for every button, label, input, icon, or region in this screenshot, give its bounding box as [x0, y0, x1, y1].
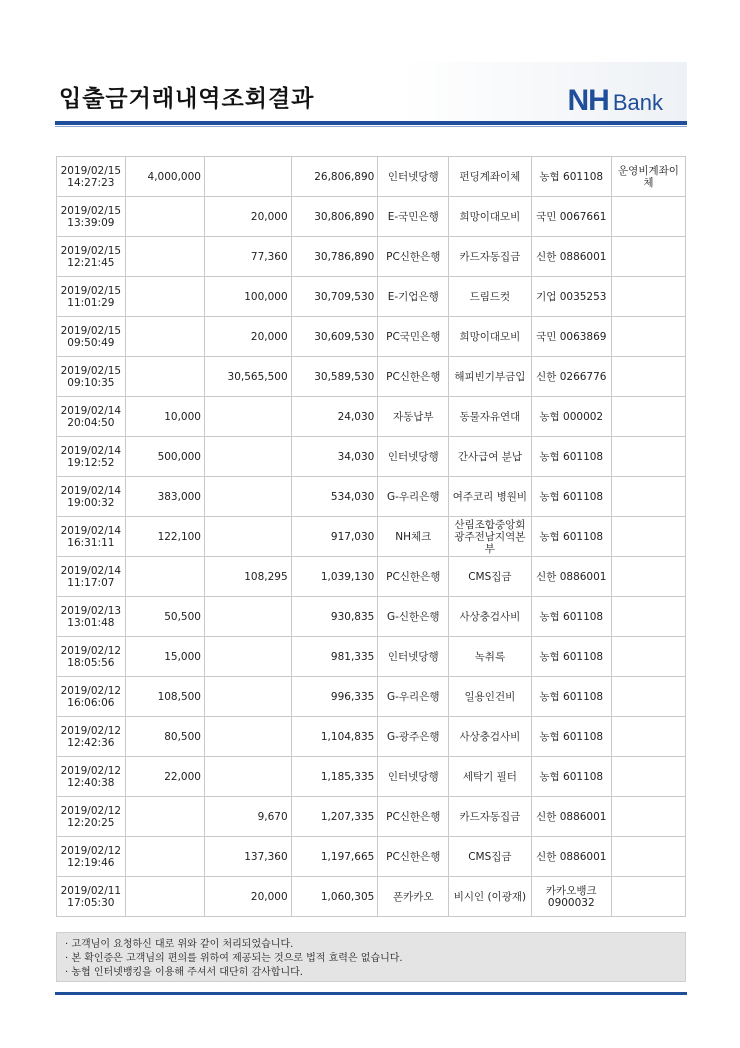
account-cell: 카카오뱅크 0900032 [531, 877, 611, 917]
transaction-date: 2019/02/12 [60, 724, 122, 737]
memo-cell: 사상충검사비 [449, 717, 531, 757]
deposit-cell: 80,500 [125, 717, 204, 757]
note-cell [611, 837, 685, 877]
transaction-time: 13:01:48 [67, 616, 115, 629]
balance-cell: 1,060,305 [291, 877, 378, 917]
channel-cell: 폰카카오 [378, 877, 449, 917]
table-row [57, 237, 686, 277]
transaction-time: 19:00:32 [67, 496, 115, 509]
date-cell [57, 757, 126, 797]
channel-cell: NH체크 [378, 517, 449, 557]
memo-cell: 펀딩계좌이체 [449, 157, 531, 197]
deposit-cell [125, 877, 204, 917]
memo-cell: CMS집금 [449, 557, 531, 597]
account-cell: 농협 601108 [531, 637, 611, 677]
account-cell: 신한 0886001 [531, 797, 611, 837]
withdrawal-cell [204, 517, 291, 557]
table-row [57, 837, 686, 877]
balance-cell: 917,030 [291, 517, 378, 557]
table-row [57, 797, 686, 837]
header [55, 62, 687, 122]
memo-cell: 희망이대모비 [449, 317, 531, 357]
withdrawal-cell [204, 437, 291, 477]
memo-cell: 간사급여 분납 [449, 437, 531, 477]
note-cell [611, 277, 685, 317]
withdrawal-cell: 9,670 [204, 797, 291, 837]
table-row [57, 277, 686, 317]
channel-cell: PC신한은행 [378, 837, 449, 877]
transaction-date: 2019/02/15 [60, 364, 122, 377]
withdrawal-cell: 137,360 [204, 837, 291, 877]
balance-cell: 996,335 [291, 677, 378, 717]
balance-cell: 534,030 [291, 477, 378, 517]
channel-cell: E-기업은행 [378, 277, 449, 317]
account-cell: 기업 0035253 [531, 277, 611, 317]
memo-cell: CMS집금 [449, 837, 531, 877]
transaction-time: 14:27:23 [67, 176, 115, 189]
date-cell [57, 437, 126, 477]
notice-line: · 농협 인터넷뱅킹을 이용해 주셔서 대단히 감사합니다. [65, 967, 303, 978]
note-cell [611, 637, 685, 677]
note-cell [611, 397, 685, 437]
transaction-date: 2019/02/12 [60, 684, 122, 697]
channel-cell: PC신한은행 [378, 557, 449, 597]
memo-cell: 해피빈기부금입 [449, 357, 531, 397]
withdrawal-cell: 30,565,500 [204, 357, 291, 397]
balance-cell: 930,835 [291, 597, 378, 637]
account-cell: 신한 0886001 [531, 237, 611, 277]
transaction-time: 11:01:29 [67, 296, 115, 309]
channel-cell: 자동납부 [378, 397, 449, 437]
balance-cell: 30,589,530 [291, 357, 378, 397]
transaction-date: 2019/02/14 [60, 564, 122, 577]
withdrawal-cell [204, 397, 291, 437]
date-cell [57, 197, 126, 237]
deposit-cell [125, 837, 204, 877]
channel-cell: PC신한은행 [378, 797, 449, 837]
deposit-cell: 15,000 [125, 637, 204, 677]
withdrawal-cell: 77,360 [204, 237, 291, 277]
transaction-date: 2019/02/14 [60, 484, 122, 497]
account-cell: 신한 0886001 [531, 837, 611, 877]
channel-cell: PC신한은행 [378, 237, 449, 277]
note-cell [611, 237, 685, 277]
balance-cell: 30,806,890 [291, 197, 378, 237]
transaction-date: 2019/02/13 [60, 604, 122, 617]
balance-cell: 1,185,335 [291, 757, 378, 797]
table-row [57, 757, 686, 797]
account-cell: 농협 000002 [531, 397, 611, 437]
memo-cell: 여주코리 병원비 [449, 477, 531, 517]
note-cell [611, 197, 685, 237]
withdrawal-cell: 108,295 [204, 557, 291, 597]
transaction-time: 13:39:09 [67, 216, 115, 229]
transaction-time: 12:42:36 [67, 736, 115, 749]
deposit-cell: 4,000,000 [125, 157, 204, 197]
deposit-cell [125, 797, 204, 837]
withdrawal-cell [204, 677, 291, 717]
table-row [57, 437, 686, 477]
channel-cell: G-우리은행 [378, 477, 449, 517]
date-cell [57, 397, 126, 437]
table-row [57, 557, 686, 597]
note-cell: 운영비계좌이체 [611, 157, 685, 197]
date-cell [57, 597, 126, 637]
account-cell: 농협 601108 [531, 517, 611, 557]
transaction-date: 2019/02/11 [60, 884, 122, 897]
account-cell: 농협 601108 [531, 677, 611, 717]
transaction-date: 2019/02/12 [60, 804, 122, 817]
note-cell [611, 477, 685, 517]
note-cell [611, 877, 685, 917]
date-cell [57, 277, 126, 317]
withdrawal-cell: 20,000 [204, 317, 291, 357]
transaction-time: 12:20:25 [67, 816, 115, 829]
note-cell [611, 597, 685, 637]
account-cell: 농협 601108 [531, 477, 611, 517]
account-cell: 농협 601108 [531, 437, 611, 477]
deposit-cell: 22,000 [125, 757, 204, 797]
transaction-table [56, 156, 686, 917]
transaction-time: 16:06:06 [67, 696, 115, 709]
footer-divider [55, 992, 687, 995]
table-row [57, 477, 686, 517]
date-cell [57, 317, 126, 357]
table-row [57, 597, 686, 637]
table-row [57, 357, 686, 397]
date-cell [57, 157, 126, 197]
date-cell [57, 717, 126, 757]
withdrawal-cell: 100,000 [204, 277, 291, 317]
table-row [57, 637, 686, 677]
deposit-cell [125, 317, 204, 357]
transaction-date: 2019/02/12 [60, 764, 122, 777]
balance-cell: 30,709,530 [291, 277, 378, 317]
date-cell [57, 797, 126, 837]
table-row [57, 157, 686, 197]
memo-cell: 동물자유연대 [449, 397, 531, 437]
date-cell [57, 837, 126, 877]
note-cell [611, 717, 685, 757]
memo-cell: 세탁기 필터 [449, 757, 531, 797]
memo-cell: 사상충검사비 [449, 597, 531, 637]
table-row [57, 397, 686, 437]
date-cell [57, 637, 126, 677]
transaction-time: 18:05:56 [67, 656, 115, 669]
balance-cell: 30,609,530 [291, 317, 378, 357]
notice-line: · 본 확인증은 고객님의 편의를 위하여 제공되는 것으로 법적 효력은 없습니다. [65, 953, 403, 964]
withdrawal-cell [204, 157, 291, 197]
transaction-date: 2019/02/15 [60, 324, 122, 337]
account-cell: 농협 601108 [531, 157, 611, 197]
balance-cell: 1,104,835 [291, 717, 378, 757]
withdrawal-cell: 20,000 [204, 197, 291, 237]
header-divider-thin [55, 126, 687, 127]
page-title: 입출금거래내역조회결과 [59, 86, 315, 112]
transaction-date: 2019/02/15 [60, 284, 122, 297]
transaction-date: 2019/02/12 [60, 844, 122, 857]
note-cell [611, 677, 685, 717]
memo-cell: 희망이대모비 [449, 197, 531, 237]
withdrawal-cell [204, 757, 291, 797]
note-cell [611, 757, 685, 797]
balance-cell: 24,030 [291, 397, 378, 437]
account-cell: 신한 0886001 [531, 557, 611, 597]
account-cell: 농협 601108 [531, 597, 611, 637]
balance-cell: 34,030 [291, 437, 378, 477]
date-cell [57, 677, 126, 717]
date-cell [57, 477, 126, 517]
deposit-cell [125, 557, 204, 597]
channel-cell: 인터넷당행 [378, 637, 449, 677]
transaction-date: 2019/02/15 [60, 164, 122, 177]
account-cell: 농협 601108 [531, 757, 611, 797]
memo-cell: 드림드컷 [449, 277, 531, 317]
balance-cell: 1,207,335 [291, 797, 378, 837]
balance-cell: 981,335 [291, 637, 378, 677]
account-cell: 신한 0266776 [531, 357, 611, 397]
note-cell [611, 517, 685, 557]
table-row [57, 197, 686, 237]
note-cell [611, 317, 685, 357]
date-cell [57, 877, 126, 917]
channel-cell: E-국민은행 [378, 197, 449, 237]
deposit-cell [125, 357, 204, 397]
account-cell: 국민 0063869 [531, 317, 611, 357]
deposit-cell: 383,000 [125, 477, 204, 517]
header-divider [55, 121, 687, 125]
date-cell [57, 237, 126, 277]
memo-cell: 일용인건비 [449, 677, 531, 717]
balance-cell: 1,197,665 [291, 837, 378, 877]
transaction-date: 2019/02/15 [60, 204, 122, 217]
channel-cell: 인터넷당행 [378, 437, 449, 477]
deposit-cell [125, 277, 204, 317]
withdrawal-cell [204, 477, 291, 517]
channel-cell: PC국민은행 [378, 317, 449, 357]
transaction-time: 09:50:49 [67, 336, 115, 349]
logo-bank-text: Bank [612, 90, 663, 115]
transaction-time: 20:04:50 [67, 416, 115, 429]
memo-cell: 카드자동집금 [449, 237, 531, 277]
transaction-time: 12:40:38 [67, 776, 115, 789]
account-cell: 국민 0067661 [531, 197, 611, 237]
transaction-date: 2019/02/15 [60, 244, 122, 257]
date-cell [57, 557, 126, 597]
withdrawal-cell: 20,000 [204, 877, 291, 917]
balance-cell: 30,786,890 [291, 237, 378, 277]
table-row [57, 317, 686, 357]
logo-nh-text: NH [567, 84, 609, 117]
memo-cell: 산림조합중앙회광주전남지역본부 [449, 517, 531, 557]
note-cell [611, 437, 685, 477]
transaction-date: 2019/02/12 [60, 644, 122, 657]
date-cell [57, 517, 126, 557]
table-row [57, 877, 686, 917]
transaction-time: 16:31:11 [67, 536, 115, 549]
transaction-time: 17:05:30 [67, 896, 115, 909]
table-row [57, 717, 686, 757]
channel-cell: PC신한은행 [378, 357, 449, 397]
notice-line: · 고객님이 요청하신 대로 위와 같이 처리되었습니다. [65, 939, 294, 950]
deposit-cell: 122,100 [125, 517, 204, 557]
note-cell [611, 357, 685, 397]
note-cell [611, 557, 685, 597]
memo-cell: 비시인 (이광재) [449, 877, 531, 917]
transaction-time: 11:17:07 [67, 576, 115, 589]
deposit-cell: 50,500 [125, 597, 204, 637]
channel-cell: G-광주은행 [378, 717, 449, 757]
note-cell [611, 797, 685, 837]
channel-cell: G-우리은행 [378, 677, 449, 717]
balance-cell: 1,039,130 [291, 557, 378, 597]
channel-cell: 인터넷당행 [378, 157, 449, 197]
deposit-cell [125, 197, 204, 237]
transaction-time: 19:12:52 [67, 456, 115, 469]
balance-cell: 26,806,890 [291, 157, 378, 197]
memo-cell: 녹취록 [449, 637, 531, 677]
transaction-time: 12:21:45 [67, 256, 115, 269]
notice-box [56, 932, 686, 982]
withdrawal-cell [204, 717, 291, 757]
deposit-cell: 108,500 [125, 677, 204, 717]
deposit-cell: 10,000 [125, 397, 204, 437]
channel-cell: G-신한은행 [378, 597, 449, 637]
deposit-cell: 500,000 [125, 437, 204, 477]
transaction-date: 2019/02/14 [60, 444, 122, 457]
channel-cell: 인터넷당행 [378, 757, 449, 797]
memo-cell: 카드자동집금 [449, 797, 531, 837]
transaction-date: 2019/02/14 [60, 524, 122, 537]
nh-bank-logo [568, 84, 664, 118]
date-cell [57, 357, 126, 397]
withdrawal-cell [204, 637, 291, 677]
account-cell: 농협 601108 [531, 717, 611, 757]
transaction-time: 12:19:46 [67, 856, 115, 869]
table-row [57, 677, 686, 717]
withdrawal-cell [204, 597, 291, 637]
transaction-date: 2019/02/14 [60, 404, 122, 417]
table-row [57, 517, 686, 557]
transaction-time: 09:10:35 [67, 376, 115, 389]
deposit-cell [125, 237, 204, 277]
